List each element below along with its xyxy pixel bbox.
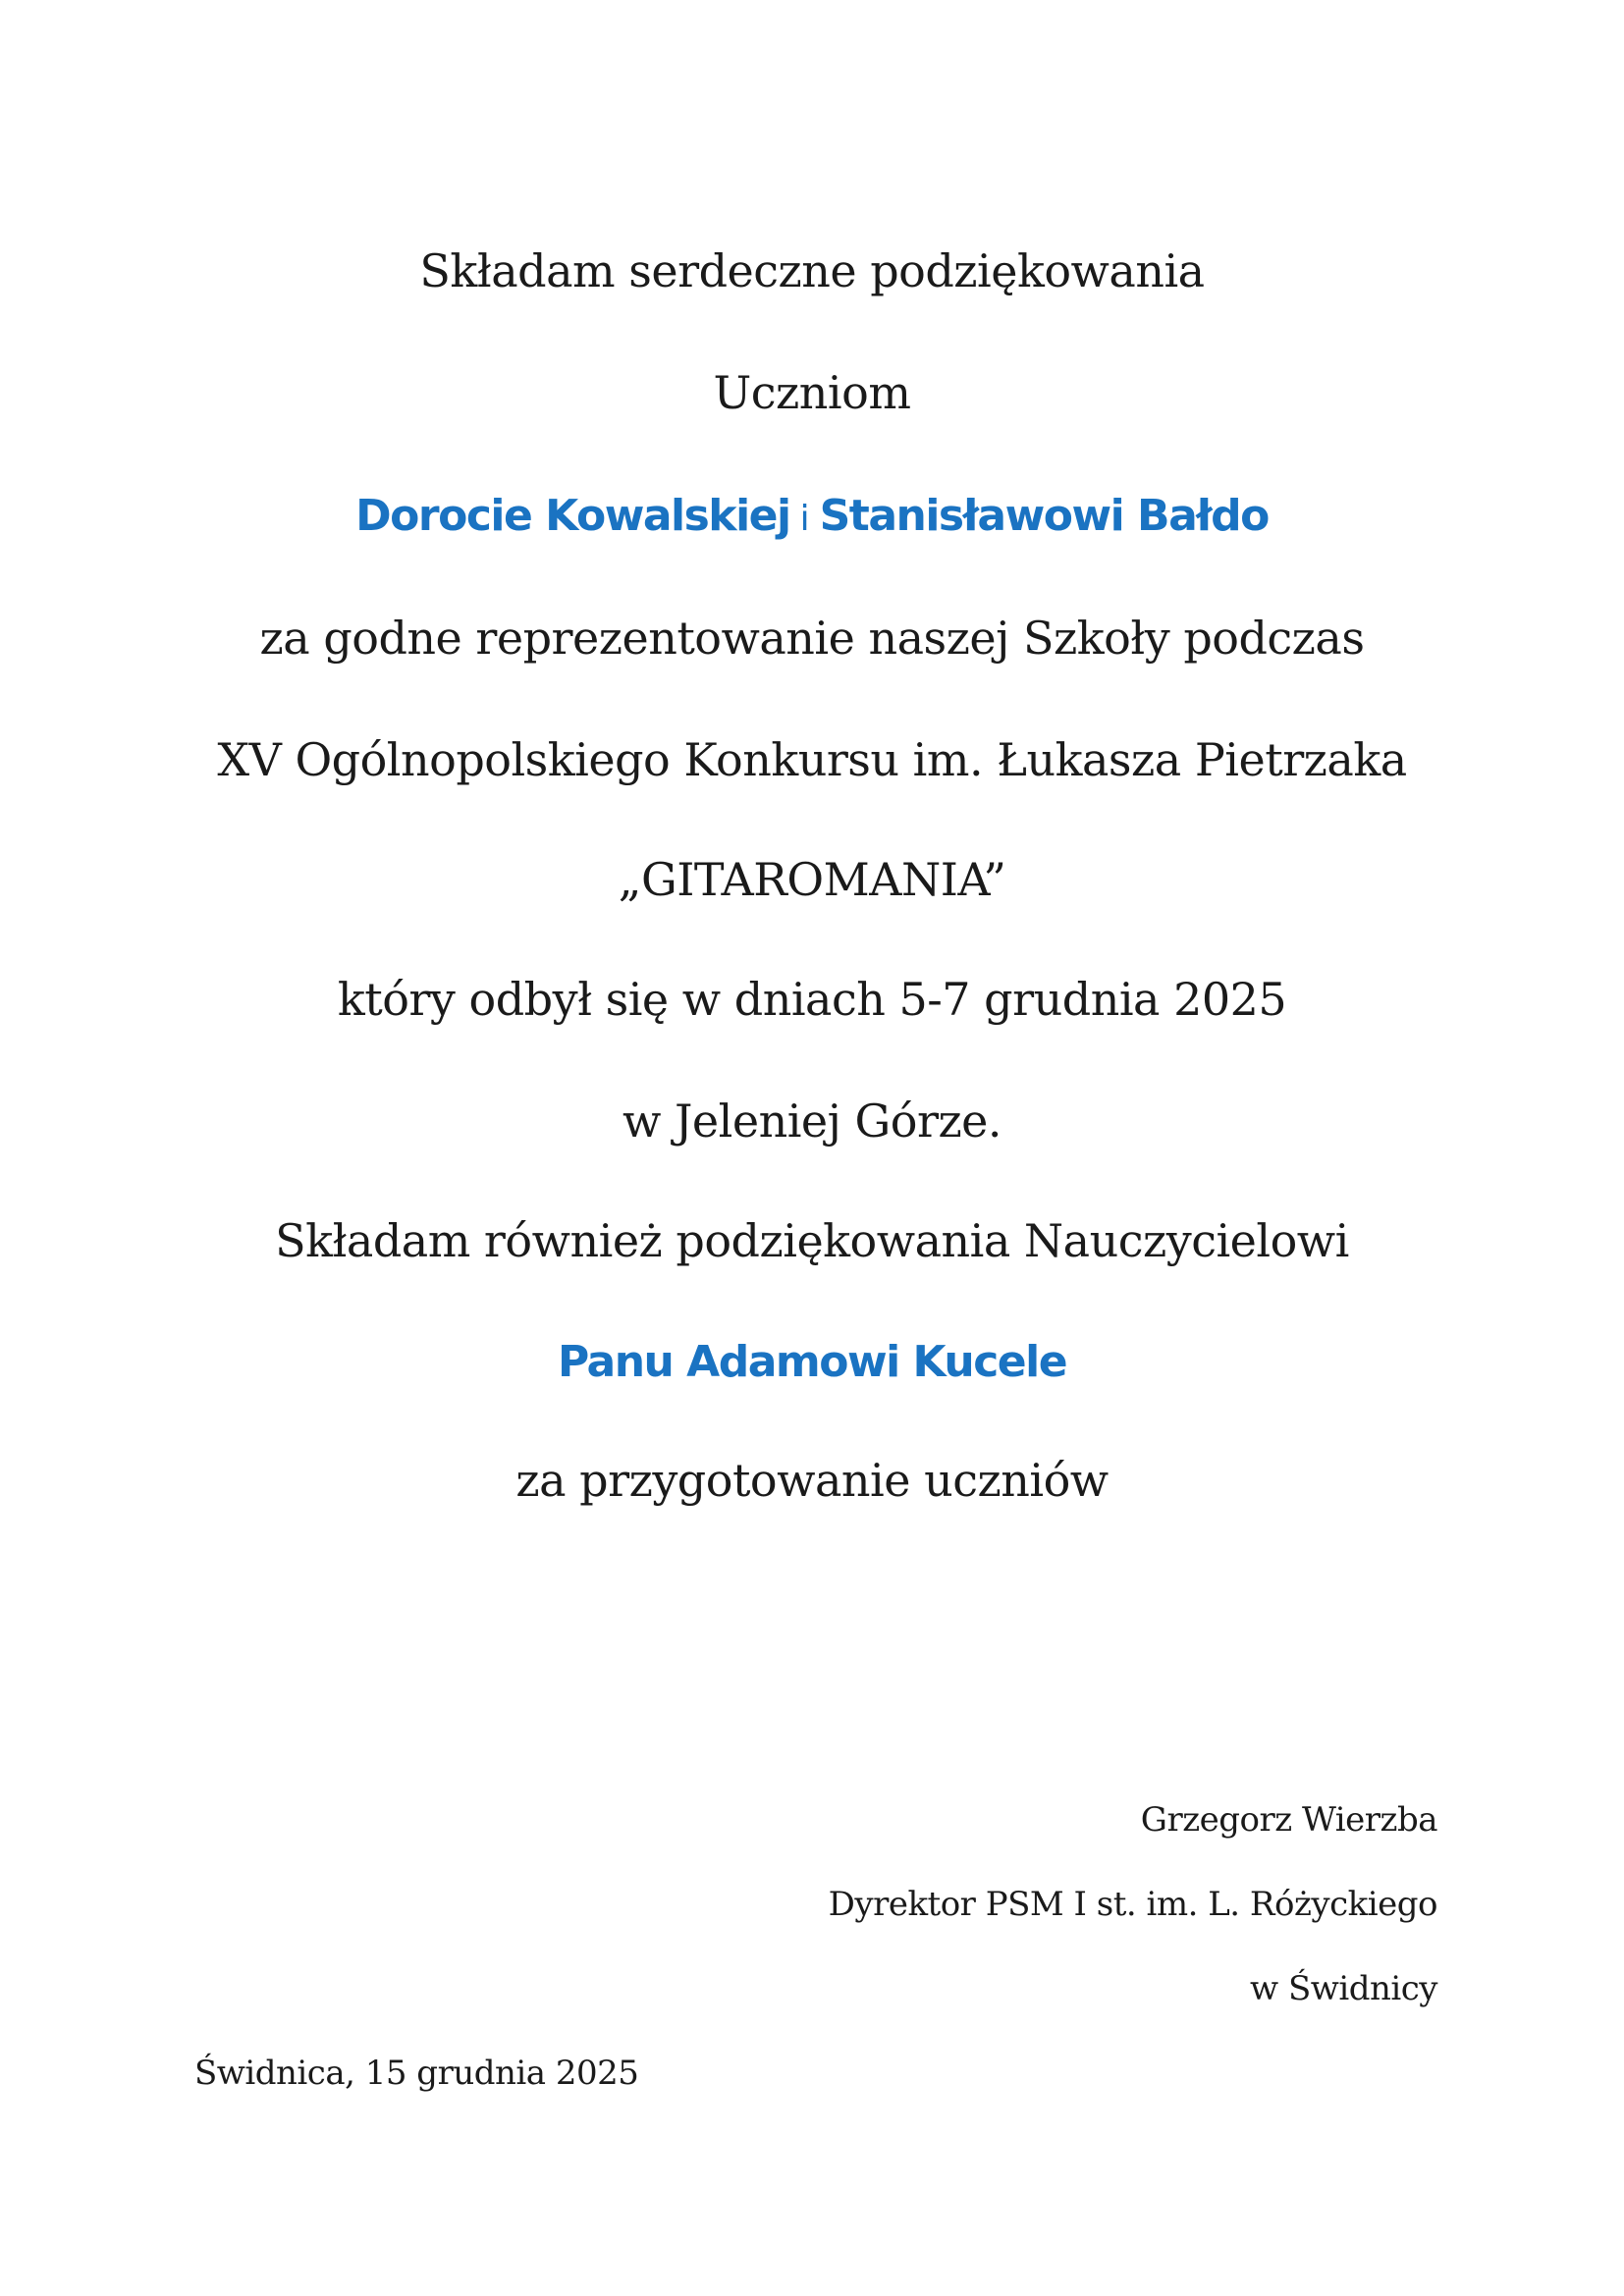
teacher-thanks-line: Składam również podziękowania Nauczycielowi (275, 1214, 1349, 1267)
contest-location-line: w Jeleniej Górze. (622, 1095, 1002, 1148)
teacher-reason-line: za przygotowanie uczniów (515, 1454, 1109, 1507)
teacher-name-line (0, 1331, 1624, 1392)
signatory-name: Grzegorz Wierzba (1140, 1800, 1437, 1840)
reason-line: za godne reprezentowanie naszej Szkoły podczas (259, 612, 1365, 665)
students-names-line (0, 485, 1624, 549)
recipients-heading: Uczniom (713, 366, 911, 419)
student-name-2: Stanisławowi Bałdo (819, 491, 1269, 541)
student-name-1: Dorocie Kowalskiej (355, 491, 790, 541)
contest-date-line: który odbył się w dniach 5-7 grudnia 2025 (337, 973, 1287, 1026)
signatory-place: w Świdnicy (1250, 1969, 1437, 2008)
letter-date: Świdnica, 15 grudnia 2025 (194, 2054, 639, 2093)
conjunction: i (799, 499, 810, 539)
contest-title: „GITAROMANIA” (618, 853, 1006, 906)
signatory-title: Dyrektor PSM I st. im. L. Różyckiego (828, 1885, 1437, 1924)
opening-line: Składam serdeczne podziękowania (419, 244, 1205, 297)
teacher-name: Panu Adamowi Kucele (557, 1337, 1067, 1387)
contest-name-line: XV Ogólnopolskiego Konkursu im. Łukasza Pietrzaka (217, 733, 1407, 786)
